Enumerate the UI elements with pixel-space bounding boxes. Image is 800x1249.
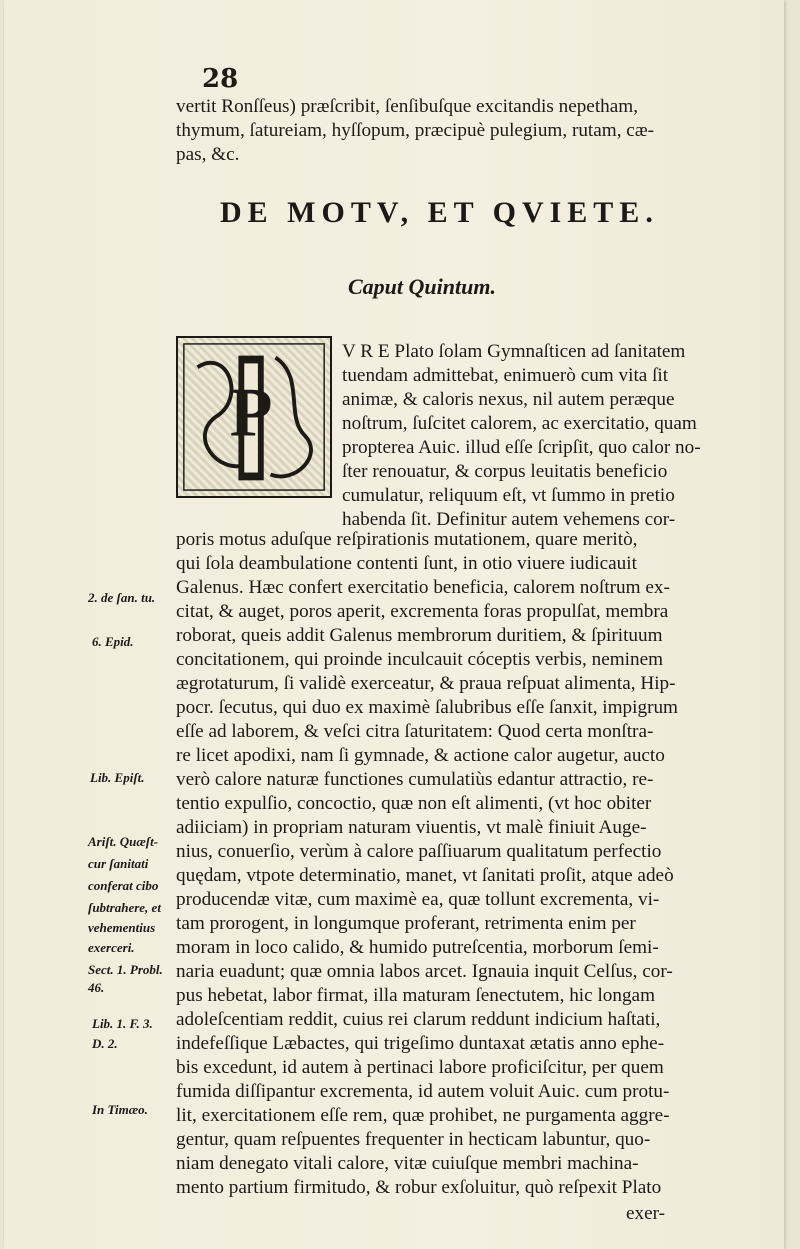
- body-line: niam denegato vitali calore, vitæ cuiuſque membri machina-: [176, 1153, 639, 1174]
- body-line: bis excedunt, id autem à pertinaci labore proficiſcitur, per quem: [176, 1057, 664, 1078]
- marginal-note: Sect. 1. Probl.: [88, 962, 163, 977]
- marginal-note: cur ſanitati: [88, 856, 149, 871]
- body-line: noſtrum, ſuſcitet calorem, ac exercitatio, quam: [342, 413, 697, 434]
- body-line: lit, exercitationem eſſe rem, quæ prohibet, ne purgamenta aggre-: [176, 1105, 670, 1126]
- marginal-note: Ariſt. Quæſt-: [88, 834, 159, 849]
- body-line: concitationem, qui proinde inculcauit cóceptis verbis, neminem: [176, 649, 664, 670]
- body-line: V R E Plato ſolam Gymnaſticen ad ſanitatem: [342, 341, 686, 362]
- body-line: poris motus aduſque reſpirationis mutationem, quare meritò,: [176, 529, 638, 550]
- body-line: mento partium firmitudo, & robur exſoluitur, quò reſpexit Plato: [176, 1177, 662, 1198]
- book-page: [4, 0, 784, 1249]
- marginal-note: 46.: [88, 980, 105, 995]
- chapter-subheading: Caput Quintum.: [348, 274, 496, 299]
- marginal-note: Lib. Epiſt.: [90, 770, 145, 785]
- body-line: producendæ vitæ, cum maximè ea, quæ tollunt excrementa, vi-: [176, 889, 660, 910]
- body-line: tam prorogent, in longumque proferant, retrimenta enim per: [176, 913, 636, 934]
- chapter-heading: DE MOTV, ET QVIETE.: [220, 196, 659, 229]
- body-line: qui ſola deambulatione contenti ſunt, in otio viuere iudicauit: [176, 553, 637, 574]
- marginal-note: exerceri.: [88, 940, 135, 955]
- marginal-note: Lib. 1. F. 3.: [92, 1016, 153, 1031]
- body-line: indefeſſique Læbactes, qui trigeſimo duntaxat ætatis anno ephe-: [176, 1033, 665, 1054]
- body-line: nius, conuerſio, verùm à calore paſſiuarum qualitatum perfectio: [176, 841, 662, 862]
- body-line: adoleſcentiam reddit, cuius rei clarum reddunt indicium haſtati,: [176, 1009, 661, 1030]
- marginal-note: In Timæo.: [92, 1102, 148, 1117]
- body-line: propterea Auic. illud eſſe ſcripſit, quo calor no-: [342, 437, 701, 458]
- body-line: gentur, quam reſpuentes frequenter in hecticam labuntur, quo-: [176, 1129, 651, 1150]
- body-line: quędam, vtpote determinatio, manet, vt ſanitati proſit, atque adeò: [176, 865, 674, 886]
- marginal-note: 6. Epid.: [92, 634, 134, 649]
- body-line: verò calore naturæ functiones cumulatiùs edantur attractio, re-: [176, 769, 654, 790]
- body-line: Galenus. Hæc confert exercitatio beneficia, calorem noſtrum ex-: [176, 577, 670, 598]
- marginal-note: D. 2.: [92, 1036, 118, 1051]
- marginal-note: 2. de ſan. tu.: [88, 590, 156, 605]
- body-line: naria euadunt; quæ omnia labos arcet. Ignauia inquit Celſus, cor-: [176, 961, 673, 982]
- body-line: ægrotaturum, ſi validè exerceatur, & praua reſpuat alimenta, Hip-: [176, 673, 676, 694]
- marginal-note: conferat cibo: [88, 878, 159, 893]
- marginal-note: vehementius: [88, 920, 156, 935]
- body-line: fumida diſſipantur excrementa, id autem voluit Auic. cum protu-: [176, 1081, 670, 1102]
- body-line: pocr. ſecutus, qui duo ex maximè ſalubribus eſſe ſanxit, impigrum: [176, 697, 678, 718]
- body-line: eſſe ad laborem, & veſci citra ſaturitatem: Quod certa monſtra-: [176, 721, 654, 742]
- initial-letter: P: [229, 373, 273, 452]
- body-line: habenda ſit. Definitur autem vehemens cor-: [342, 509, 676, 530]
- catchword: exer-: [626, 1203, 666, 1224]
- body-line: citat, & auget, poros aperit, excrementa foras propulſat, membra: [176, 601, 669, 622]
- decorated-initial: [176, 336, 332, 498]
- body-line: animæ, & caloris nexus, nil autem peræque: [342, 389, 675, 410]
- intro-line: vertit Ronſſeus) præſcribit, ſenſibuſque excitandis nepetham,: [176, 96, 638, 117]
- body-line: roborat, queis addit Galenus membrorum duritiem, & ſpirituum: [176, 625, 663, 646]
- intro-line: thymum, ſatureiam, hyſſopum, præcipuè pulegium, rutam, cæ-: [176, 120, 655, 141]
- body-line: pus hebetat, labor firmat, illa maturam ſenectutem, hic longam: [176, 985, 655, 1006]
- body-line: re licet apodixi, nam ſi gymnade, & actione calor augetur, aucto: [176, 745, 665, 766]
- body-line: moram in loco calido, & humido putreſcentia, morborum ſemi-: [176, 937, 659, 958]
- body-line: ſter renouatur, & corpus leuitatis beneficio: [342, 461, 668, 482]
- body-line: tuendam admittebat, enimuerò cum vita ſit: [342, 365, 669, 386]
- marginal-note: ſubtrahere, et: [88, 900, 161, 915]
- body-line: tentio expulſio, concoctio, quæ non eſt alimenti, (vt hoc obiter: [176, 793, 652, 814]
- page-number: 28: [202, 64, 239, 94]
- intro-line: pas, &c.: [176, 144, 240, 165]
- body-line: cumulatur, reliquum eſt, vt ſummo in pretio: [342, 485, 675, 506]
- initial-ornament-icon: [178, 338, 330, 496]
- body-line: adiiciam) in propriam naturam viuentis, vt malè finiuit Auge-: [176, 817, 647, 838]
